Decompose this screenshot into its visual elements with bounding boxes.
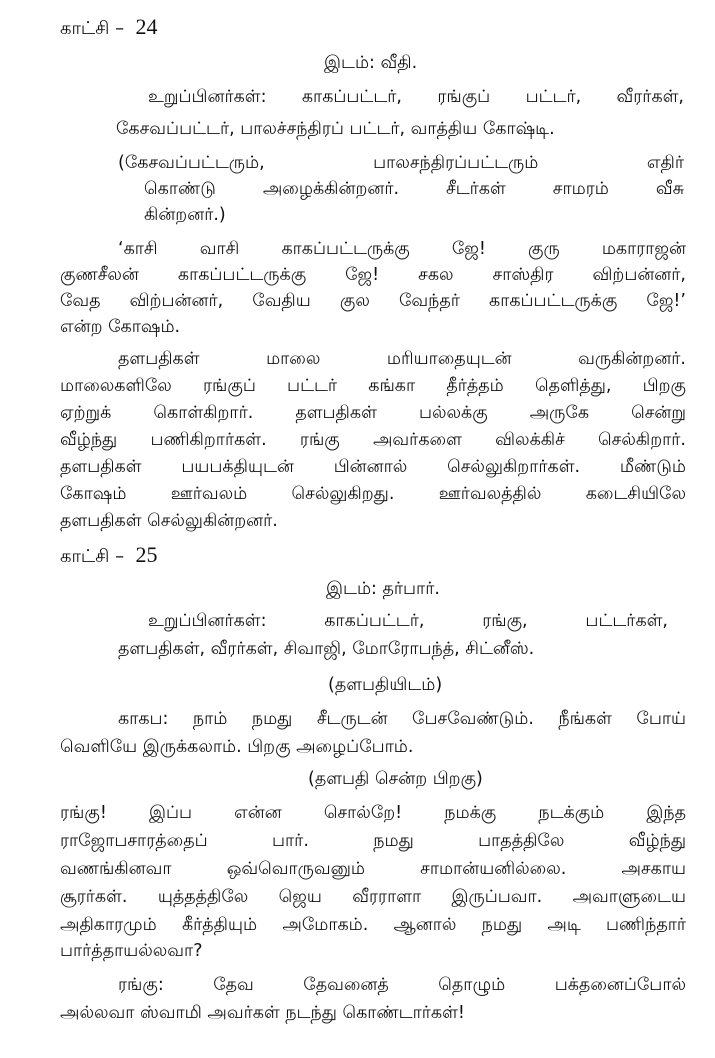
scene-heading <box>60 542 158 570</box>
dialogue-line: பார்த்தாயல்லவா? <box>60 941 203 961</box>
action-line: மாலைகளிலே ரங்குப் பட்டர் கங்கா தீர்த்தம் தெளித்து, பிறகு <box>60 376 686 396</box>
chant-line: என்ற கோஷம். <box>60 317 181 337</box>
dialogue-line: ராஜோபசாரத்தைப் பார். நமது பாதத்திலே வீழ்ந்து <box>60 831 686 851</box>
action-line: தளபதிகள் பயபக்தியுடன் பின்னால் செல்லுகிறார்கள். மீண்டும் <box>60 457 686 477</box>
dialogue-line: சூரர்கள். யுத்தத்திலே ஜெய வீரராளா இருப்பவா. அவாளுடைய <box>60 887 686 907</box>
scene-label: காட்சி – <box>60 546 125 567</box>
scene-number: 25 <box>135 542 158 567</box>
dialogue-line: வணங்கினவா ஒவ்வொருவனும் சாமான்யனில்லை. அசகாய <box>60 859 686 879</box>
dialogue-line: அதிகாரமும் கீர்த்தியும் அமோகம். ஆனால் நமது அடி பணிந்தார் <box>60 915 686 935</box>
scene-heading <box>60 14 158 42</box>
action-line: தளபதிகள் மாலை மரியாதையுடன் வருகின்றனர். <box>118 349 686 369</box>
scene-number: 24 <box>135 14 158 39</box>
dialogue-line: ரங்கு! இப்ப என்ன சொல்றே! நமக்கு நடக்கும் இந்த <box>60 803 686 823</box>
scene-place: இடம்: வீதி. <box>324 53 418 73</box>
chant-line: ‘காசி வாசி காகப்பட்டருக்கு ஜே! குரு மகாராஜன் <box>118 239 686 259</box>
members-line: உறுப்பினர்கள்: காகப்பட்டர், ரங்கு, பட்டர்கள், <box>148 611 668 631</box>
stage-direction-line: (கேசவப்பட்டரும், பாலசந்திரப்பட்டரும் எதிர் <box>118 153 684 173</box>
members-line: தளபதிகள், வீரர்கள், சிவாஜி, மோரோபந்த், சிட்னீஸ். <box>118 639 535 659</box>
stage-direction-line: கொண்டு அழைக்கின்றனர். சீடர்கள் சாமரம் வீசு <box>144 179 684 199</box>
scene-label: காட்சி – <box>60 18 125 39</box>
members-line: கேசவப்பட்டர், பாலச்சந்திரப் பட்டர், வாத்திய கோஷ்டி. <box>116 119 555 139</box>
action-line: தளபதிகள் செல்லுகின்றனர். <box>60 511 278 531</box>
stage-direction-line: (தளபதி சென்ற பிறகு) <box>308 769 483 789</box>
action-line: கோஷம் ஊர்வலம் செல்லுகிறது. ஊர்வலத்தில் கடைசியிலே <box>60 484 686 504</box>
action-line: ஏற்றுக் கொள்கிறார். தளபதிகள் பல்லக்கு அருகே சென்று <box>60 403 686 423</box>
dialogue-line: காகப: நாம் நமது சீடருடன் பேசவேண்டும். நீங்கள் போய் <box>118 709 686 729</box>
action-line: வீழ்ந்து பணிகிறார்கள். ரங்கு அவர்களை விலக்கிச் செல்கிறார். <box>60 430 686 450</box>
chant-line: குணசீலன் காகப்பட்டருக்கு ஜே! சகல சாஸ்திர விற்பன்னர், <box>60 265 686 285</box>
dialogue-line: அல்லவா ஸ்வாமி அவர்கள் நடந்து கொண்டார்கள்! <box>60 1003 465 1023</box>
chant-line: வேத விற்பன்னர், வேதிய குல வேந்தர் காகப்பட்டருக்கு ஜே!’ <box>60 291 686 311</box>
dialogue-line: வெளியே இருக்கலாம். பிறகு அழைப்போம். <box>60 737 414 757</box>
dialogue-line: ரங்கு: தேவ தேவனைத் தொழும் பக்தனைப்போல் <box>118 975 686 995</box>
scene-place: இடம்: தர்பார். <box>326 579 440 599</box>
stage-direction-line: (தளபதியிடம்) <box>328 675 443 695</box>
members-line: உறுப்பினர்கள்: காகப்பட்டர், ரங்குப் பட்டர், வீரர்கள், <box>148 87 684 107</box>
stage-direction-line: கின்றனர்.) <box>144 205 226 225</box>
